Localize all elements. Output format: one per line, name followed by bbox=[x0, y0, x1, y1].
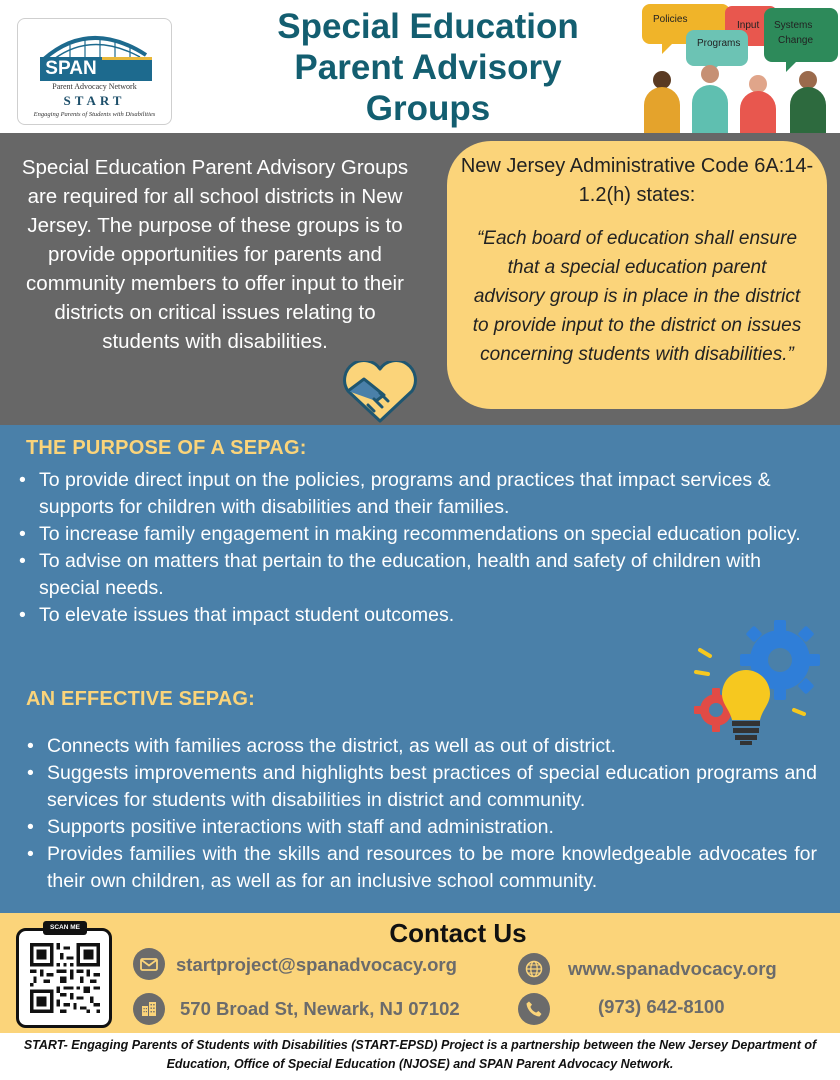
qr-code-icon bbox=[30, 943, 100, 1013]
contact-title: Contact Us bbox=[389, 918, 527, 948]
contact-address: 570 Broad St, Newark, NJ 07102 bbox=[180, 998, 460, 1019]
bubble-programs: Programs bbox=[697, 38, 741, 49]
title-line-3: Groups bbox=[365, 89, 491, 128]
handshake-icon bbox=[340, 361, 420, 425]
contact-section bbox=[0, 913, 840, 1033]
people-discussion-illustration bbox=[640, 0, 840, 133]
logo-tagline: Engaging Parents of Students with Disabilities bbox=[33, 111, 156, 118]
qr-code[interactable] bbox=[16, 924, 112, 1028]
logo-network: Parent Advocacy Network bbox=[52, 82, 137, 91]
bubble-change: Change bbox=[778, 35, 814, 46]
title-line-2: Parent Advisory bbox=[294, 48, 562, 87]
contact-email-link[interactable]: startproject@spanadvocacy.org bbox=[176, 954, 457, 975]
purpose-heading: THE PURPOSE OF A SEPAG: bbox=[26, 437, 307, 459]
effective-list bbox=[27, 733, 817, 895]
globe-icon bbox=[518, 953, 550, 985]
intro-section bbox=[0, 133, 840, 425]
bubble-policies: Policies bbox=[653, 14, 688, 25]
effective-item: • Connects with families across the district, as well as out of district. bbox=[27, 733, 817, 760]
building-icon bbox=[133, 993, 165, 1025]
code-quote: “Each board of education shall ensure that a special education parent advisory group is in place in the district to provide input to the district on issues concerning students with disabilities.” bbox=[472, 228, 802, 365]
page-title bbox=[230, 6, 626, 129]
bubble-systems: Systems bbox=[774, 20, 813, 31]
gears-lightbulb-icon bbox=[690, 610, 828, 750]
purpose-item: • To elevate issues that impact student outcomes. bbox=[19, 602, 809, 629]
bubble-input: Input bbox=[737, 20, 760, 31]
contact-website-link[interactable]: www.spanadvocacy.org bbox=[568, 958, 777, 979]
effective-item: • Provides families with the skills and resources to be more knowledgeable advocates for their own children, as well as for an inclusive school community. bbox=[27, 841, 817, 895]
email-icon bbox=[133, 948, 165, 980]
intro-paragraph: Special Education Parent Advisory Groups are required for all school districts in New Jersey. The purpose of these groups is to provide opportunities for parents and community members to offer input to their districts on critical issues relating to students with disabilities. bbox=[21, 156, 409, 353]
footer bbox=[0, 1033, 840, 1080]
code-heading: New Jersey Administrative Code 6A:14-1.2(h) states: bbox=[460, 155, 814, 206]
purpose-item: • To advise on matters that pertain to the education, health and safety of children with special needs. bbox=[19, 548, 809, 602]
contact-phone-link[interactable]: (973) 642-8100 bbox=[598, 996, 725, 1017]
purpose-item: • To provide direct input on the policies, programs and practices that impact services & supports for children with disabilities and their families. bbox=[19, 467, 809, 521]
header bbox=[0, 0, 840, 133]
effective-item: • Supports positive interactions with staff and administration. bbox=[27, 814, 817, 841]
phone-icon bbox=[518, 993, 550, 1025]
footer-partnership-text: START- Engaging Parents of Students with Disabilities (START-EPSD) Project is a partnership between the New Jersey Department of Education, Office of Special Education (NJOSE) and SPAN Parent Advocacy Network. bbox=[23, 1038, 817, 1071]
logo-brand: SPAN bbox=[40, 57, 102, 81]
title-line-1: Special Education bbox=[277, 7, 579, 46]
logo-bar bbox=[102, 57, 152, 81]
purpose-list bbox=[19, 467, 809, 629]
administrative-code-callout bbox=[447, 141, 827, 409]
span-start-logo[interactable] bbox=[17, 18, 172, 125]
purpose-item: • To increase family engagement in making recommendations on special education policy. bbox=[19, 521, 809, 548]
logo-program: START bbox=[63, 93, 126, 108]
sepag-info-section bbox=[0, 425, 840, 913]
effective-heading: AN EFFECTIVE SEPAG: bbox=[26, 688, 256, 710]
effective-item: • Suggests improvements and highlights best practices of special education programs and services for students with disabilities in district and community. bbox=[27, 760, 817, 814]
scan-me-label: SCAN ME bbox=[43, 921, 87, 935]
